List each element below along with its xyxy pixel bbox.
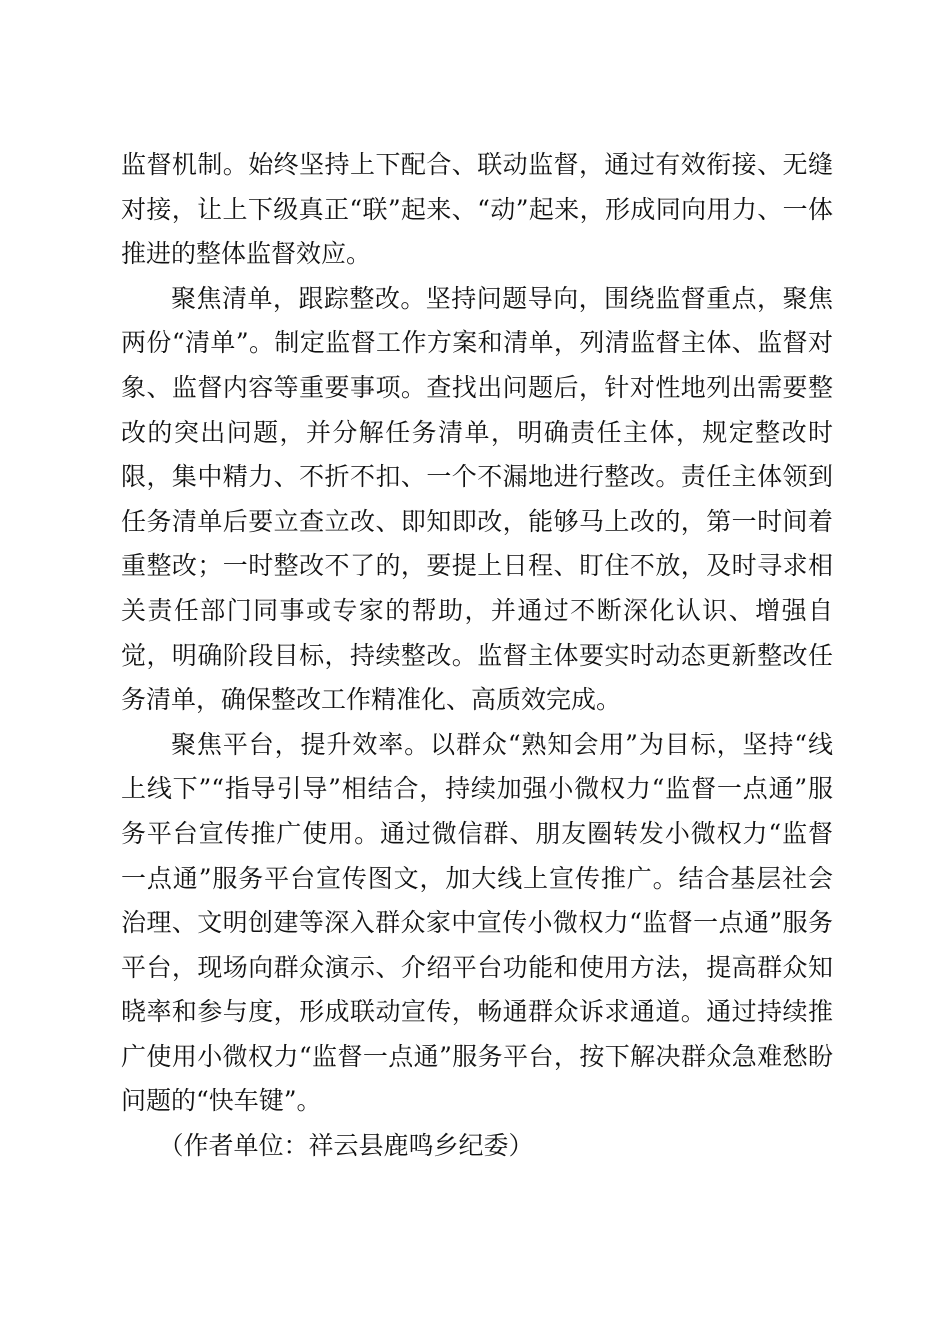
document-page bbox=[121, 143, 833, 1169]
author-affiliation: （作者单位：祥云县鹿鸣乡纪委） bbox=[158, 1131, 534, 1161]
paragraph-continuation: 监督机制。始终坚持上下配合、联动监督，通过有效衔接、无缝对接，让上下级真正“联”起来、“动”起来，形成同向用力、一体推进的整体监督效应。 bbox=[121, 150, 833, 269]
paragraph-focus-platform: 聚焦平台，提升效率。以群众“熟知会用”为目标，坚持“线上线下”“指导引导”相结合，持续加强小微权力“监督一点通”服务平台宣传推广使用。通过微信群、朋友圈转发小微权力“监督一点通”服务平台宣传图文，加大线上宣传推广。结合基层社会治理、文明创建等深入群众家中宣传小微权力“监督一点通”服务平台，现场向群众演示、介绍平台功能和使用方法，提高群众知晓率和参与度，形成联动宣传，畅通群众诉求通道。通过持续推广使用小微权力“监督一点通”服务平台，按下解决群众急难愁盼问题的“快车键”。 bbox=[121, 729, 833, 1116]
paragraph-focus-list: 聚焦清单，跟踪整改。坚持问题导向，围绕监督重点，聚焦两份“清单”。制定监督工作方案和清单，列清监督主体、监督对象、监督内容等重要事项。查找出问题后，针对性地列出需要整改的突出问题，并分解任务清单，明确责任主体，规定整改时限，集中精力、不折不扣、一个不漏地进行整改。责任主体领到任务清单后要立查立改、即知即改，能够马上改的，第一时间着重整改；一时整改不了的，要提上日程、盯住不放，及时寻求相关责任部门同事或专家的帮助，并通过不断深化认识、增强自觉，明确阶段目标，持续整改。监督主体要实时动态更新整改任务清单，确保整改工作精准化、高质效完成。 bbox=[121, 283, 833, 715]
